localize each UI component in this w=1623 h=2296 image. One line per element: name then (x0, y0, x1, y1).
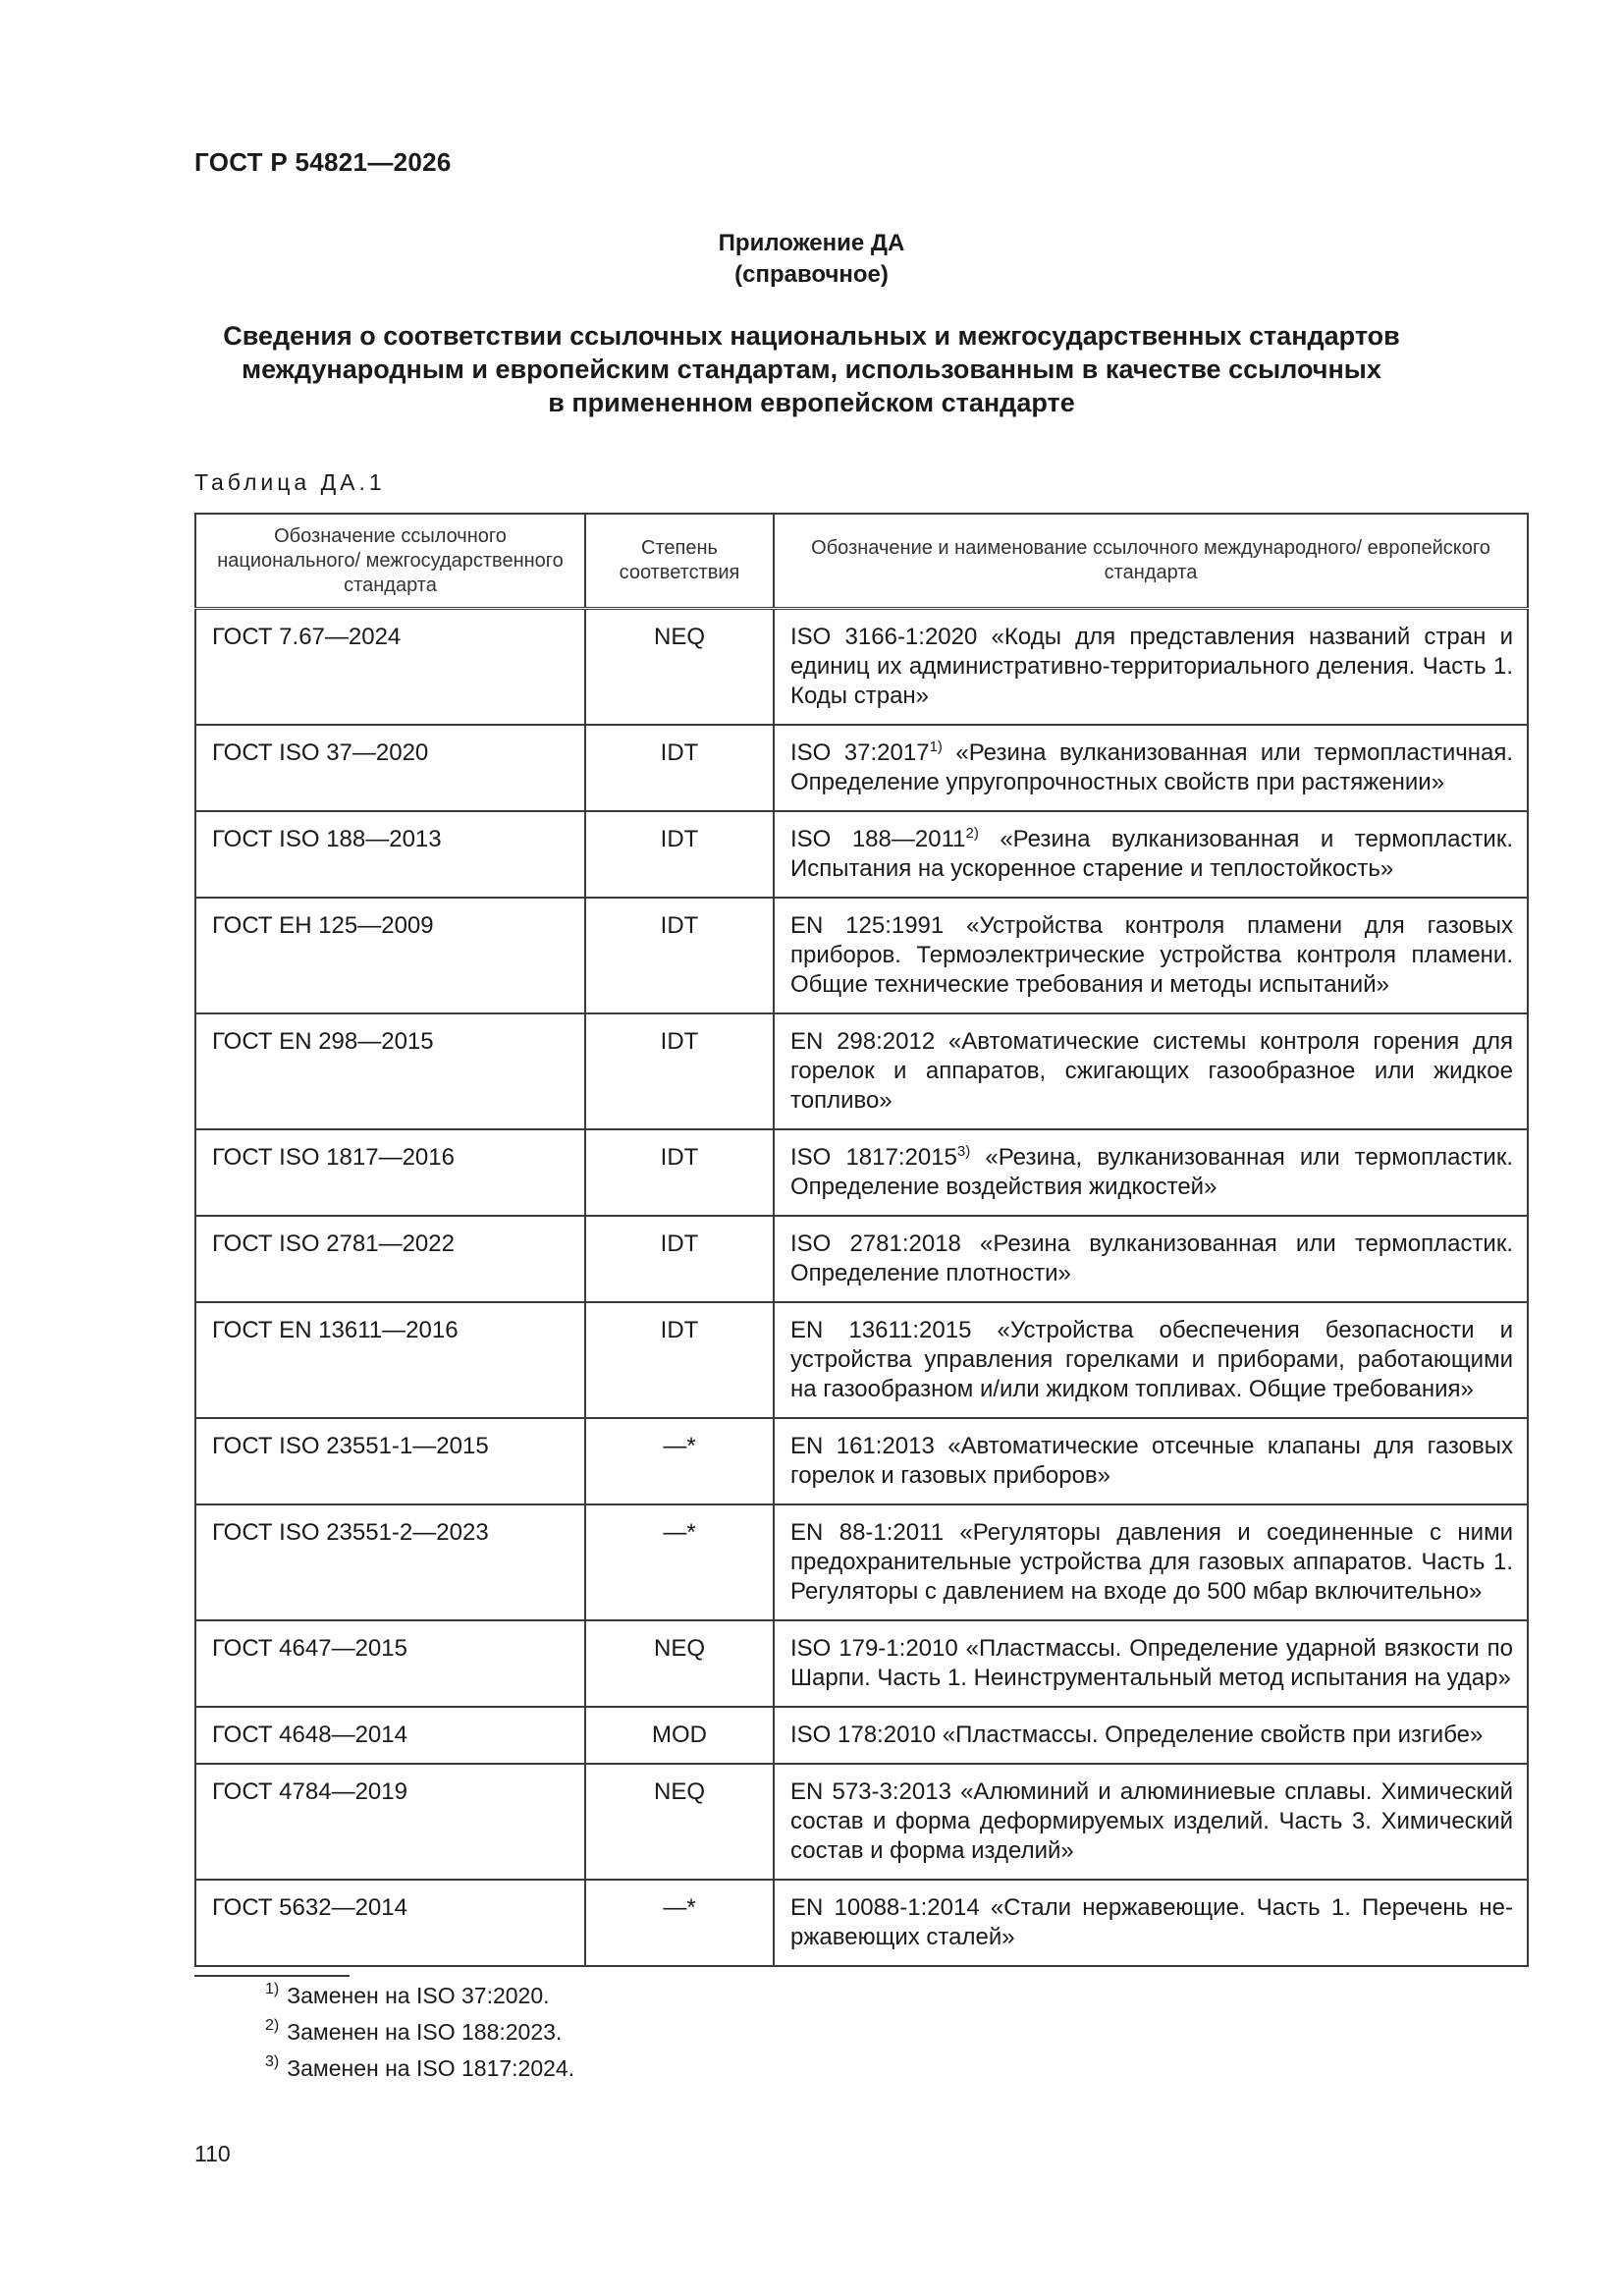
degree-cell: IDT (585, 898, 774, 1013)
reference-standard-cell (774, 725, 1528, 811)
table-caption: Таблица ДА.1 (194, 469, 386, 495)
table-row (195, 1302, 1528, 1418)
reference-standard-cell: ISO 3166-1:2020 «Коды для представления названий стран и единиц их административно-территориального деления. Часть 1. Коды стран» (774, 609, 1528, 726)
degree-cell: IDT (585, 811, 774, 898)
document-code: ГОСТ Р 54821—2026 (194, 147, 452, 177)
reference-standard-cell: EN 88-1:2011 «Регуляторы давления и соединенные с ними предохранительные устройства для газовых аппаратов. Часть 1. Регуляторы с давлением на входе до 500 мбар включительно» (774, 1504, 1528, 1620)
national-standard-cell: ГОСТ 4648—2014 (195, 1707, 585, 1764)
footnote (265, 2053, 574, 2090)
national-standard-cell: ГОСТ ISO 23551-2—2023 (195, 1504, 585, 1620)
degree-cell: IDT (585, 1129, 774, 1216)
national-standard-cell: ГОСТ ISO 37—2020 (195, 725, 585, 811)
national-standard-cell: ГОСТ ISO 2781—2022 (195, 1216, 585, 1302)
appendix-heading (0, 228, 1623, 291)
footnote-mark: 1) (265, 1981, 280, 1997)
national-standard-cell: ГОСТ ISO 188—2013 (195, 811, 585, 898)
appendix-title (0, 319, 1623, 419)
national-standard-cell: ГОСТ EN 298—2015 (195, 1013, 585, 1129)
reference-title: «Резина, вулканизованная или термопластик. Определение воздействия жидкостей» (790, 1144, 1513, 1200)
degree-cell: —* (585, 1504, 774, 1620)
table-row (195, 1620, 1528, 1707)
appendix-kind: (справочное) (734, 261, 889, 288)
footnote-mark: 2) (265, 2017, 280, 2034)
footnote-text: Заменен на ISO 1817:2024. (287, 2055, 575, 2081)
reference-standard-cell: EN 573-3:2013 «Алюминий и алюминиевые сплавы. Химический состав и форма деформируемых изделий. Часть 3. Химический состав и форма изделий» (774, 1764, 1528, 1880)
standards-table (194, 513, 1529, 1967)
title-line-2: международным и европейским стандартам, использованным в качестве ссылочных (242, 355, 1381, 384)
national-standard-cell: ГОСТ ISO 1817—2016 (195, 1129, 585, 1216)
table-row (195, 1504, 1528, 1620)
footnote-marker: 3) (956, 1143, 971, 1160)
degree-cell: —* (585, 1418, 774, 1504)
degree-cell: IDT (585, 725, 774, 811)
degree-cell: MOD (585, 1707, 774, 1764)
table-row (195, 1707, 1528, 1764)
reference-standard-cell: EN 10088-1:2014 «Стали нержавеющие. Часть 1. Перечень нержавеющих сталей» (774, 1880, 1528, 1966)
footnote-divider (194, 1975, 350, 1977)
national-standard-cell: ГОСТ ISO 23551-1—2015 (195, 1418, 585, 1504)
reference-standard-cell (774, 1129, 1528, 1216)
reference-standard-cell: EN 125:1991 «Устройства контроля пламени для газовых приборов. Термоэлектрические устройства контроля пламени. Общие технические требования и методы испытаний» (774, 898, 1528, 1013)
reference-standard-cell: ISO 179-1:2010 «Пластмассы. Определение ударной вязкости по Шарпи. Часть 1. Неинструментальный метод испытания на удар» (774, 1620, 1528, 1707)
degree-cell: NEQ (585, 609, 774, 726)
title-line-1: Сведения о соответствии ссылочных национальных и межгосударственных стандартов (223, 321, 1400, 351)
footnote (265, 1981, 574, 2017)
table-row (195, 725, 1528, 811)
reference-code: ISO 1817:2015 (790, 1144, 957, 1171)
footnotes (265, 1981, 574, 2090)
degree-cell: NEQ (585, 1764, 774, 1880)
reference-standard-cell (774, 811, 1528, 898)
header-degree: Степень соответствия (585, 514, 774, 609)
table-row (195, 1764, 1528, 1880)
degree-cell: —* (585, 1880, 774, 1966)
degree-cell: IDT (585, 1302, 774, 1418)
header-national-standard: Обозначение ссылочного национального/ межгосударственного стандарта (195, 514, 585, 609)
reference-standard-cell: ISO 178:2010 «Пластмассы. Определение свойств при изгибе» (774, 1707, 1528, 1764)
degree-cell: IDT (585, 1013, 774, 1129)
national-standard-cell: ГОСТ 5632—2014 (195, 1880, 585, 1966)
national-standard-cell: ГОСТ 7.67—2024 (195, 609, 585, 726)
table-row (195, 811, 1528, 898)
table-row (195, 1880, 1528, 1966)
footnote-text: Заменен на ISO 188:2023. (287, 2019, 563, 2045)
national-standard-cell: ГОСТ 4647—2015 (195, 1620, 585, 1707)
table-header-row (195, 514, 1528, 609)
table-row (195, 609, 1528, 726)
reference-standard-cell: EN 13611:2015 «Устройства обеспечения безопасности и устройства управления горелками и приборами, работающими на газообразном и/или жидком топливах. Общие требования» (774, 1302, 1528, 1418)
degree-cell: NEQ (585, 1620, 774, 1707)
footnote-text: Заменен на ISO 37:2020. (287, 1983, 550, 2008)
footnote-marker: 2) (965, 825, 979, 842)
table-row (195, 1216, 1528, 1302)
page-number: 110 (194, 2141, 231, 2166)
footnote-marker: 1) (929, 738, 943, 755)
table-row (195, 1013, 1528, 1129)
table-row (195, 1129, 1528, 1216)
title-line-3: в примененном европейском стандарте (548, 388, 1075, 417)
reference-code: ISO 37:2017 (790, 739, 930, 766)
reference-code: ISO 188—2011 (790, 826, 966, 852)
appendix-label: Приложение ДА (718, 230, 905, 256)
reference-standard-cell: EN 298:2012 «Автоматические системы контроля горения для горелок и аппаратов, сжигающих газообразное или жидкое топливо» (774, 1013, 1528, 1129)
footnote-mark: 3) (265, 2053, 280, 2070)
national-standard-cell: ГОСТ EN 13611—2016 (195, 1302, 585, 1418)
reference-standard-cell: ISO 2781:2018 «Резина вулканизованная или термопластик. Определение плотности» (774, 1216, 1528, 1302)
table-row (195, 1418, 1528, 1504)
header-reference-standard: Обозначение и наименование ссылочного международного/ европейского стандарта (774, 514, 1528, 609)
national-standard-cell: ГОСТ 4784—2019 (195, 1764, 585, 1880)
footnote (265, 2017, 574, 2053)
table-row (195, 898, 1528, 1013)
national-standard-cell: ГОСТ ЕН 125—2009 (195, 898, 585, 1013)
reference-standard-cell: EN 161:2013 «Автоматические отсечные клапаны для газовых горелок и газовых приборов» (774, 1418, 1528, 1504)
degree-cell: IDT (585, 1216, 774, 1302)
reference-title: «Резина вулканизованная или термопластичная. Определение упругопрочностных свойств при растяжении» (790, 739, 1513, 795)
reference-title: «Резина вулканизованная и термопластик. Испытания на ускоренное старение и теплостойкость» (790, 826, 1513, 882)
